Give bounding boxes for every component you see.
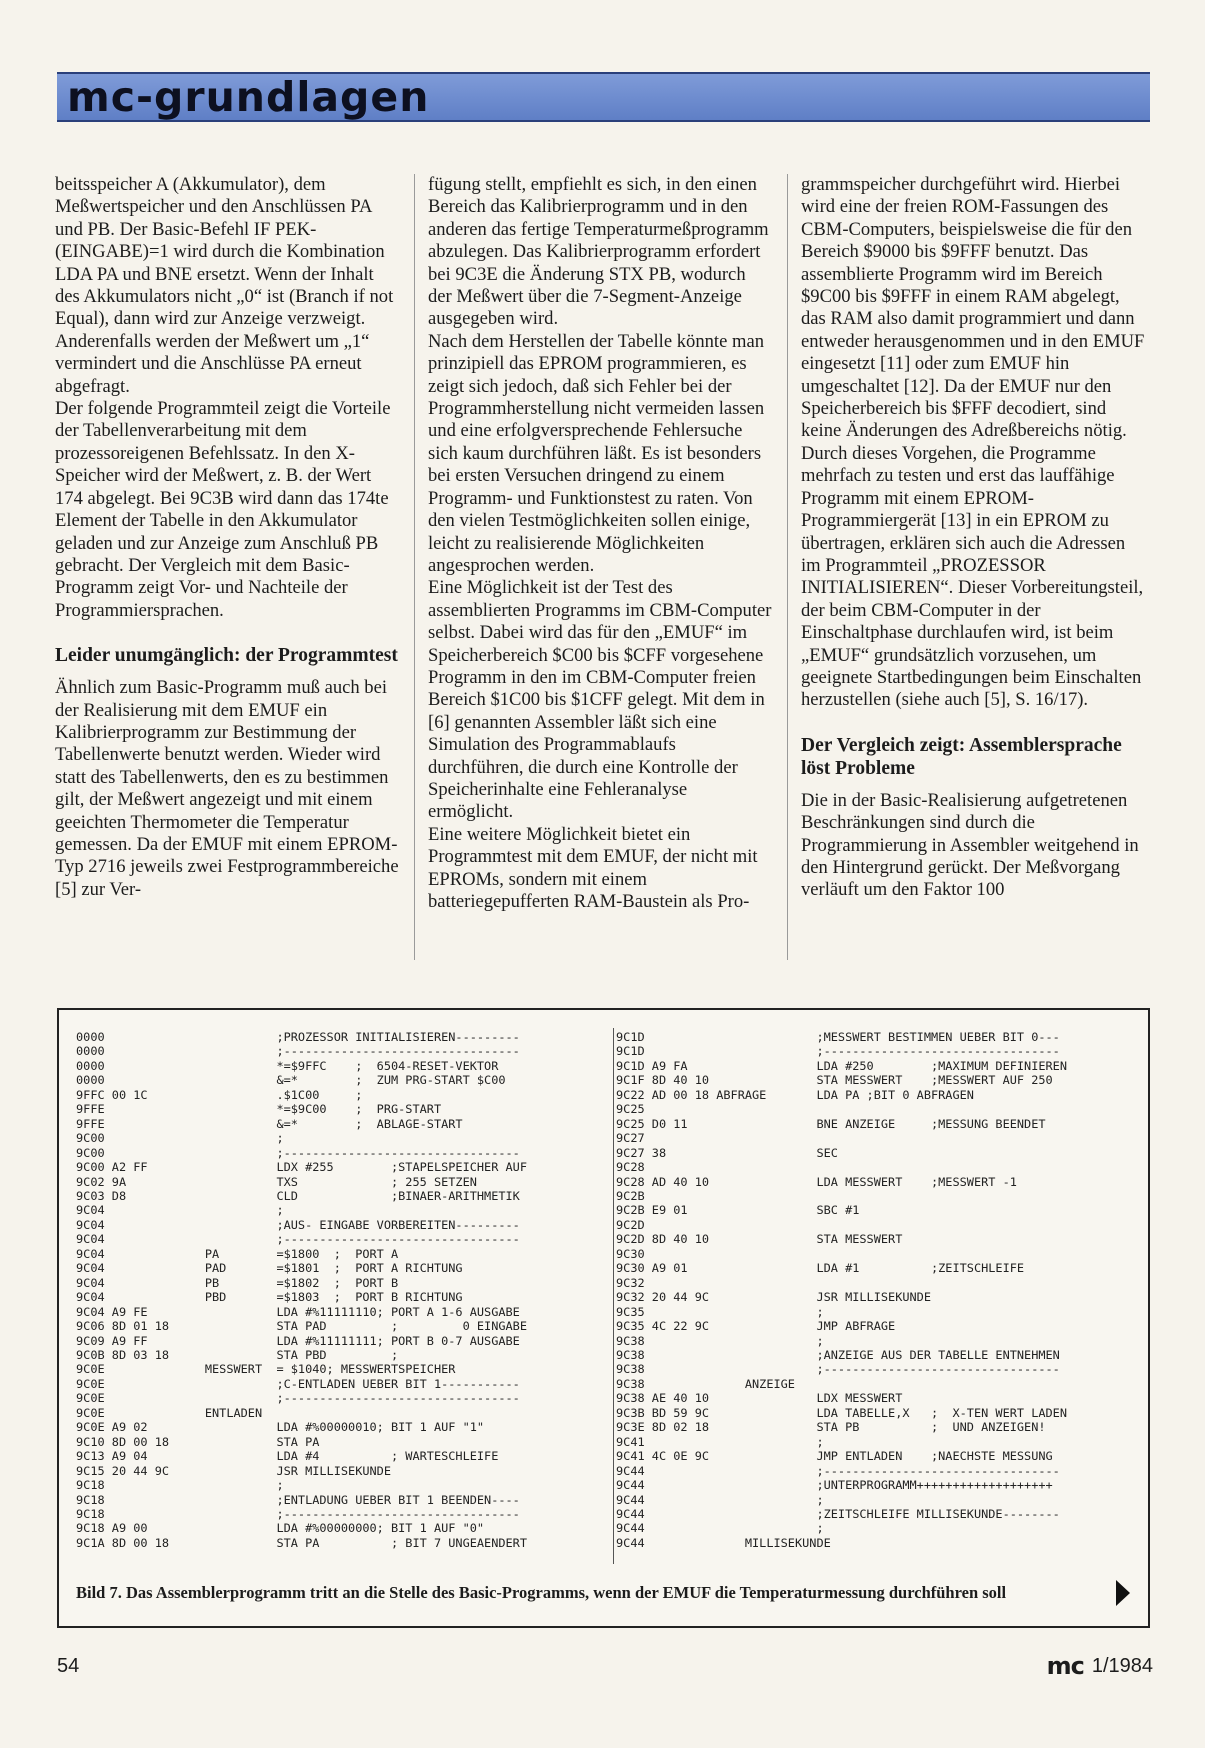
assembler-listing-figure: [57, 1008, 1150, 1628]
paragraph: Der folgende Programmteil zeigt die Vorteile der Tabellenverarbeitung mit dem prozessoreigenen Befehlssatz. In den X-Speicher wird der Meßwert, z. B. der Wert 174 abgelegt. Bei 9C3B wird dann das 174te Element der Tabelle in den Akkumulator geladen und zur Anzeige zum Anschluß PB gebracht. Der Vergleich mit dem Basic-Programm zeigt Vor- und Nachteile der Programmiersprachen.: [55, 398, 391, 621]
column-divider: [787, 174, 788, 960]
paragraph: Die in der Basic-Realisierung aufgetretenen Beschränkungen sind durch die Programmierung in Assembler weitgehend in den Hintergrund gerückt. Der Meßvorgang verläuft um den Faktor 100: [801, 789, 1139, 901]
section-title: mc-grundlagen: [67, 73, 430, 121]
paragraph: fügung stellt, empfiehlt es sich, in den einen Bereich das Kalibrierprogramm und in den anderen das fertige Temperaturmeßprogramm abzulegen. Das Kalibrierprogramm erfordert bei 9C3E die Änderung STX PB, wodurch der Meßwert über die 7-Segment-Anzeige ausgegeben wird.: [428, 174, 769, 330]
listing-left-column: 0000 ;PROZESSOR INITIALISIEREN--------- 0000 ;--------------------------------- 0000 *=$9FFC ; 6504-RESET-VEKTOR 0000 &=* ; ZUM PRG-START $C00 9FFC 00 1C .$1C00 ; 9FFE *=$9C00 ; PRG-START 9FFE &=* ; ABLAGE-START 9C00 ; 9C00 ;--------------------------------- 9C00 A2 FF LDX #255 ;STAPELSPEICHER AUF 9C02 9A TXS ; 255 SETZEN 9C03 D8 CLD ;BINAER-ARITHMETIK 9C04 ; 9C04 ;AUS- EINGABE VORBEREITEN--------- 9C04 ;--------------------------------- 9C04 PA =$1800 ; PORT A 9C04 PAD =$1801 ; PORT A RICHTUNG 9C04 PB =$1802 ; PORT B 9C04 PBD =$1803 ; PORT B RICHTUNG 9C04 A9 FE LDA #%11111110; PORT A 1-6 AUSGABE 9C06 8D 01 18 STA PAD ; 0 EINGABE 9C09 A9 FF LDA #%11111111; PORT B 0-7 AUSGABE 9C0B 8D 03 18 STA PBD ; 9C0E MESSWERT = $1040; MESSWERTSPEICHER 9C0E ;C-ENTLADEN UEBER BIT 1----------- 9C0E ;--------------------------------- 9C0E ENTLADEN 9C0E A9 02 LDA #%00000010; BIT 1 AUF "1" 9C10 8D 00 18 STA PA 9C13 A9 04 LDA #4 ; WARTESCHLEIFE 9C15 20 44 9C JSR MILLISEKUNDE 9C18 ; 9C18 ;ENTLADUNG UEBER BIT 1 BEENDEN---- 9C18 ;--------------------------------- 9C18 A9 00 LDA #%00000000; BIT 1 AUF "0" 9C1A 8D 00 18 STA PA ; BIT 7 UNGEAENDERT: [76, 1030, 528, 1550]
listing-right-column: 9C1D ;MESSWERT BESTIMMEN UEBER BIT 0--- 9C1D ;--------------------------------- 9C1D A9 FA LDA #250 ;MAXIMUM DEFINIEREN 9C1F 8D 40 10 STA MESSWERT ;MESSWERT AUF 250 9C22 AD 00 18 ABFRAGE LDA PA ;BIT 0 ABFRAGEN 9C25 9C25 D0 11 BNE ANZEIGE ;MESSUNG BEENDET 9C27 9C27 38 SEC 9C28 9C28 AD 40 10 LDA MESSWERT ;MESSWERT -1 9C2B 9C2B E9 01 SBC #1 9C2D 9C2D 8D 40 10 STA MESSWERT 9C30 9C30 A9 01 LDA #1 ;ZEITSCHLEIFE 9C32 9C32 20 44 9C JSR MILLISEKUNDE 9C35 ; 9C35 4C 22 9C JMP ABFRAGE 9C38 ; 9C38 ;ANZEIGE AUS DER TABELLE ENTNEHMEN 9C38 ;--------------------------------- 9C38 ANZEIGE 9C38 AE 40 10 LDX MESSWERT 9C3B BD 59 9C LDA TABELLE,X ; X-TEN WERT LADEN 9C3E 8D 02 18 STA PB ; UND ANZEIGEN! 9C41 ; 9C41 4C 0E 9C JMP ENTLADEN ;NAECHSTE MESSUNG 9C44 ;--------------------------------- 9C44 ;UNTERPROGRAMM+++++++++++++++++++ 9C44 ; 9C44 ;ZEITSCHLEIFE MILLISEKUNDE-------- 9C44 ; 9C44 MILLISEKUNDE: [616, 1030, 1068, 1550]
figure-caption: Bild 7. Das Assemblerprogramm tritt an die Stelle des Basic-Programms, wenn der EMUF die Temperaturmessung durchführen soll: [76, 1583, 1007, 1602]
paragraph: beitsspeicher A (Akkumulator), dem Meßwertspeicher und den Anschlüssen PA und PB. Der Basic-Befehl IF PEK-(EINGABE)=1 wird durch die Kombination LDA PA und BNE ersetzt. Wenn der Inhalt des Akkumulators nicht „0“ ist (Branch if not Equal), dann wird zur Anzeige verzweigt. Anderenfalls werden der Meßwert um „1“ vermindert und die Anschlüsse PA erneut abgefragt.: [55, 174, 394, 397]
footer-issue: [1047, 1652, 1153, 1680]
paragraph: grammspeicher durchgeführt wird. Hierbei wird eine der freien ROM-Fassungen des CBM-Computers, beispielsweise die für den Bereich $9000 bis $9FFF benutzt. Das assemblierte Programm wird im Bereich $9C00 bis $9FFF in einem RAM abgelegt, das RAM also damit programmiert und dann entweder herausgenommen und in den EMUF eingesetzt [11] oder zum EMUF hin umgeschaltet [12]. Da der EMUF nur den Speicherbereich bis $FFF decodiert, sind keine Änderungen des Adreßbereichs nötig.: [801, 174, 1145, 442]
subheading: Leider unumgänglich: der Programmtest: [55, 645, 398, 667]
paragraph: Ähnlich zum Basic-Programm muß auch bei der Realisierung mit dem EMUF ein Kalibrierprogramm zur Bestimmung der Tabellenwerte benutzt werden. Wieder wird statt des Tabellenwerts, den es zu bestimmen gilt, der Meßwert angezeigt und mit einem geeichten Thermometer die Temperatur gemessen. Da der EMUF mit einem EPROM-Typ 2716 jeweils zwei Festprogrammbereiche [5] zur Ver-: [55, 677, 399, 900]
paragraph: Nach dem Herstellen der Tabelle könnte man prinzipiell das EPROM programmieren, es zeigt sich jedoch, daß sich Fehler bei der Programmherstellung nicht vermeiden lassen und eine erfolgversprechende Fehlersuche sich kaum durchführen läßt. Es ist besonders bei ersten Versuchen dringend zu einem Programm- und Funktionstest zu raten. Von den vielen Testmöglichkeiten sollen einige, leicht zu realisierende Möglichkeiten angesprochen werden.: [428, 330, 765, 576]
text-column-2: [428, 174, 773, 913]
paragraph: Eine Möglichkeit ist der Test des assemblierten Programms im CBM-Computer selbst. Dabei wird das für den „EMUF“ im Speicherbereich $C00 bis $CFF vorgesehene Programm in den im CBM-Computer freien Bereich $1C00 bis $1CFF gelegt. Mit dem in [6] genannten Assembler läßt sich eine Simulation des Programmablaufs durchführen, die durch eine Kontrolle der Speicherinhalte eine Fehleranalyse ermöglicht.: [428, 577, 772, 823]
text-column-3: [801, 174, 1146, 902]
paragraph: Eine weitere Möglichkeit bietet ein Programmtest mit dem EMUF, der nicht mit EPROMs, sondern mit einem batteriegepufferten RAM-Baustein als Pro-: [428, 823, 758, 912]
text-column-1: [55, 174, 400, 901]
paragraph: Durch dieses Vorgehen, die Programme mehrfach zu testen und erst das lauffähige Programm mit einem EPROM-Programmiergerät [13] in ein EPROM zu übertragen, erklären sich auch die Adressen im Programmteil „PROZESSOR INITIALISIEREN“. Dieser Vorbereitungsteil, der beim CBM-Computer in der Einschaltphase durchlaufen wird, ist beim „EMUF“ grundsätzlich vorzusehen, um geeignete Startbedingungen beim Einschalten herzustellen (siehe auch [5], S. 16/17).: [801, 442, 1144, 711]
arrow-right-icon: [1116, 1580, 1130, 1606]
section-header-band: [57, 72, 1150, 122]
mc-logo: mc: [1046, 1652, 1084, 1680]
column-divider: [414, 174, 415, 960]
issue-label: 1/1984: [1091, 1654, 1153, 1677]
subheading: Der Vergleich zeigt: Assemblersprache löst Probleme: [801, 734, 1122, 779]
listing-divider: [613, 1028, 614, 1564]
page-number: 54: [57, 1655, 80, 1677]
